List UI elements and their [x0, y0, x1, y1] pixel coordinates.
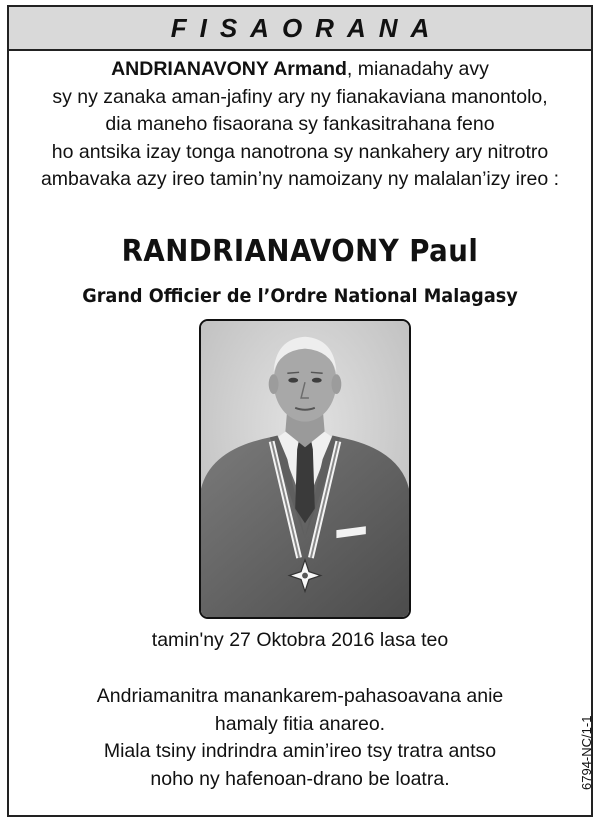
- deceased-name: RANDRIANAVONY Paul: [121, 234, 479, 269]
- date-line: tamin'ny 27 Oktobra 2016 lasa teo: [151, 629, 449, 651]
- closing-line-3: Miala tsiny indrindra amin’ireo tsy tratra antso: [103, 740, 497, 762]
- reference-code: 6794-NC/1-1: [579, 715, 594, 790]
- intro-paragraph: [0, 56, 600, 194]
- intro-line-3: dia maneho fisaorana sy fankasitrahana feno: [105, 113, 495, 135]
- closing-paragraph: [0, 683, 600, 793]
- sender-name: ANDRIANAVONY Armand: [111, 58, 347, 80]
- deceased-honor: Grand Officier de l’Ordre National Malagasy: [82, 285, 518, 307]
- portrait-photo: [199, 319, 411, 619]
- intro-line-1-rest: , mianadahy avy: [346, 58, 489, 80]
- intro-line-1: [0, 56, 600, 84]
- intro-line-2: sy ny zanaka aman-jafiny ary ny fianakaviana manontolo,: [52, 85, 548, 108]
- closing-line-1: Andriamanitra manankarem-pahasoavana anie: [96, 685, 504, 707]
- closing-line-4: noho ny hafenoan-drano be loatra.: [150, 767, 450, 790]
- notice-header: [9, 7, 591, 51]
- closing-line-2: hamaly fitia anareo.: [214, 712, 386, 735]
- notice-title: FISAORANA: [170, 12, 443, 43]
- portrait-illustration: [201, 321, 409, 617]
- intro-line-4: ho antsika izay tonga nanotrona sy nankahery ary nitrotro: [51, 140, 549, 163]
- intro-line-5: ambavaka azy ireo tamin’ny namoizany ny malalan’izy ireo :: [40, 168, 560, 190]
